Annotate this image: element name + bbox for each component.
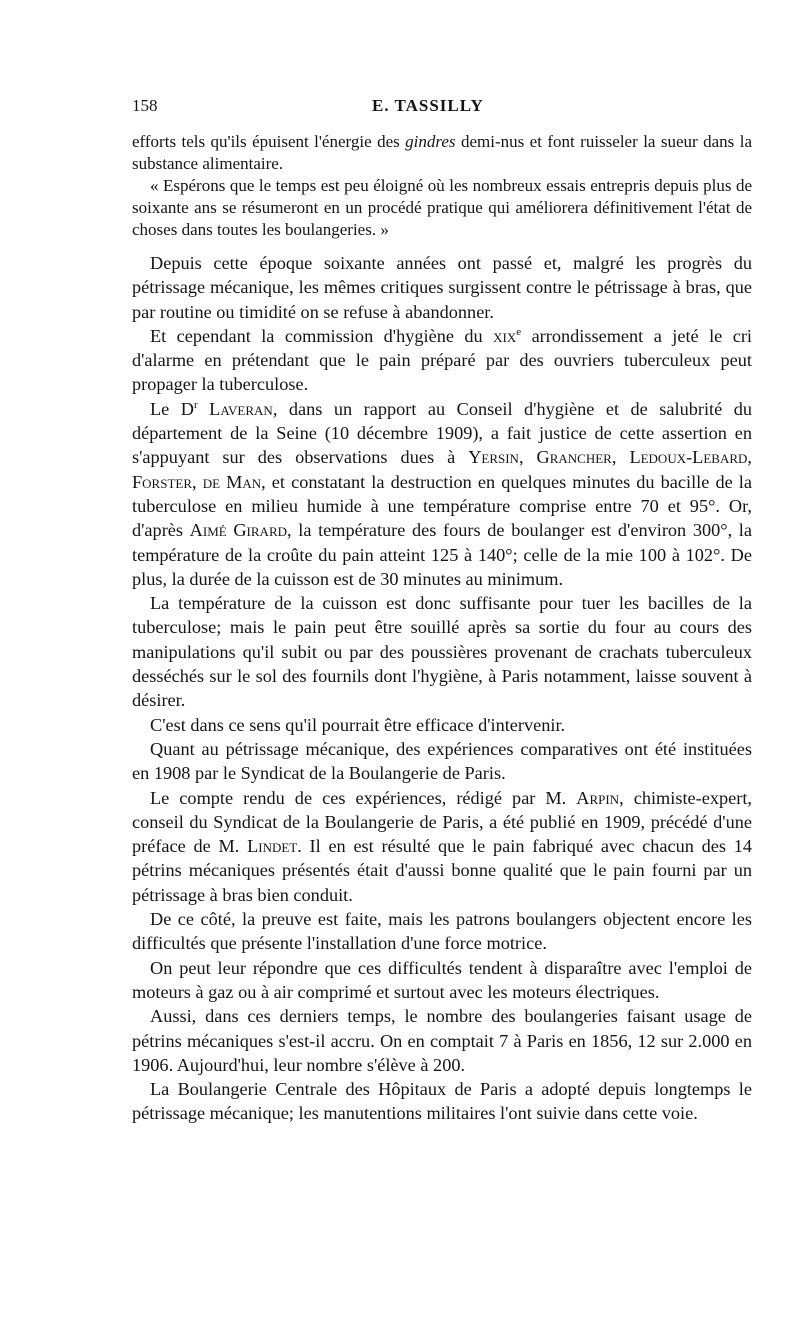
paragraph-2: Et cependant la commission d'hygiène du xix$^e$ arrondissement a jeté le cri d'alarme en prétendant que le pain préparé par des ouvriers tuberculeux peut propager la tuberculose. (132, 325, 752, 395)
paragraph-4: La température de la cuisson est donc suffisante pour tuer les bacilles de la tuberculose; mais le pain peut être souillé après sa sortie du four au cours des manipulations qu'il subit ou par des poussières provenant de crachats tuberculeux desséchés sur le sol des fournils dont l'hygiène, à Paris notamment, laisse souvent à désirer. (132, 593, 752, 711)
body-text (132, 251, 752, 1126)
author-name: Arpin (576, 787, 620, 808)
author-name: de Man (202, 471, 262, 492)
paragraph-3: Le $D^r$ Laveran, dans un rapport au Conseil d'hygiène et de salubrité du département de la Seine (10 décembre 1909), a fait justice de cette assertion en s'appuyant sur des observations dues à Yersin, Grancher, Ledoux-Lebard, Forster, de Man, et constatant la destruction en quelques minutes du bacille de la tuberculose en milieu humide à une température comprise entre 70 et 95°. Or, d'après Aimé Girard, la température des fours de boulanger est d'environ 300°, la température de la croûte du pain atteint 125 à 140°; celle de la mie 100 à 102°. De plus, la durée de la cuisson est de 30 minutes au minimum. (132, 398, 753, 589)
paragraph-5: C'est dans ce sens qu'il pourrait être efficace d'intervenir. (150, 714, 566, 735)
author-name: Forster (132, 471, 193, 492)
page-number: 158 (132, 96, 158, 115)
paragraph-8: De ce côté, la preuve est faite, mais les patrons boulangers objectent encore les difficultés que présente l'installation d'une force motrice. (132, 909, 752, 954)
running-title: E. TASSILLY (372, 96, 484, 115)
author-name: Lindet (247, 836, 298, 857)
quote-paragraph-2: « Espérons que le temps est peu éloigné où les nombreux essais entrepris depuis plus de soixante ans se résumeront en un procédé pratique qui améliorera définitivement l'état de choses dans toutes les boulangeries. » (132, 176, 752, 239)
italic-term: gindres (405, 132, 456, 151)
quoted-passage (132, 131, 752, 241)
roman-numeral: xix (493, 325, 517, 346)
author-name: Ledoux-Lebard (629, 447, 748, 468)
paragraph-7: Le compte rendu de ces expériences, rédigé par M. Arpin, chimiste-expert, conseil du Syndicat de la Boulangerie de Paris, a été publié en 1909, précédé d'une préface de M. Lindet. Il en est résulté que le pain fabriqué avec chacun des 14 pétrins mécaniques présentés était d'aussi bonne qualité que le pain fourni par un pétrissage à bras bien conduit. (132, 787, 752, 905)
author-name: Yersin (468, 447, 519, 468)
paragraph-10: Aussi, dans ces derniers temps, le nombre des boulangeries faisant usage de pétrins mécaniques s'est-il accru. On en comptait 7 à Paris en 1856, 12 sur 2.000 en 1906. Aujourd'hui, leur nombre s'élève à 200. (132, 1006, 752, 1075)
paragraph-1: Depuis cette époque soixante années ont passé et, malgré les progrès du pétrissage mécanique, les mêmes critiques surgissent contre le pétrissage à bras, que par routine ou timidité on se refuse à abandonner. (132, 253, 752, 322)
page-header (132, 96, 752, 122)
superscript: e (516, 325, 522, 338)
author-name: Laveran (209, 398, 273, 419)
superscript: r (193, 398, 198, 411)
paragraph-6: Quant au pétrissage mécanique, des expériences comparatives ont été instituées en 1908 par le Syndicat de la Boulangerie de Paris. (132, 738, 752, 784)
quote-paragraph-1: efforts tels qu'ils épuisent l'énergie des gindres demi-nus et font ruisseler la sueur dans la substance alimentaire. (132, 132, 752, 173)
author-name: Aimé Girard (189, 520, 288, 541)
author-name: Grancher (536, 447, 612, 468)
paragraph-11: La Boulangerie Centrale des Hôpitaux de Paris a adopté depuis longtemps le pétrissage mécanique; les manutentions militaires l'ont suivie dans cette voie. (132, 1079, 752, 1124)
paragraph-9: On peut leur répondre que ces difficultés tendent à disparaître avec l'emploi de moteurs à gaz ou à air comprimé et surtout avec les moteurs électriques. (132, 957, 752, 1002)
